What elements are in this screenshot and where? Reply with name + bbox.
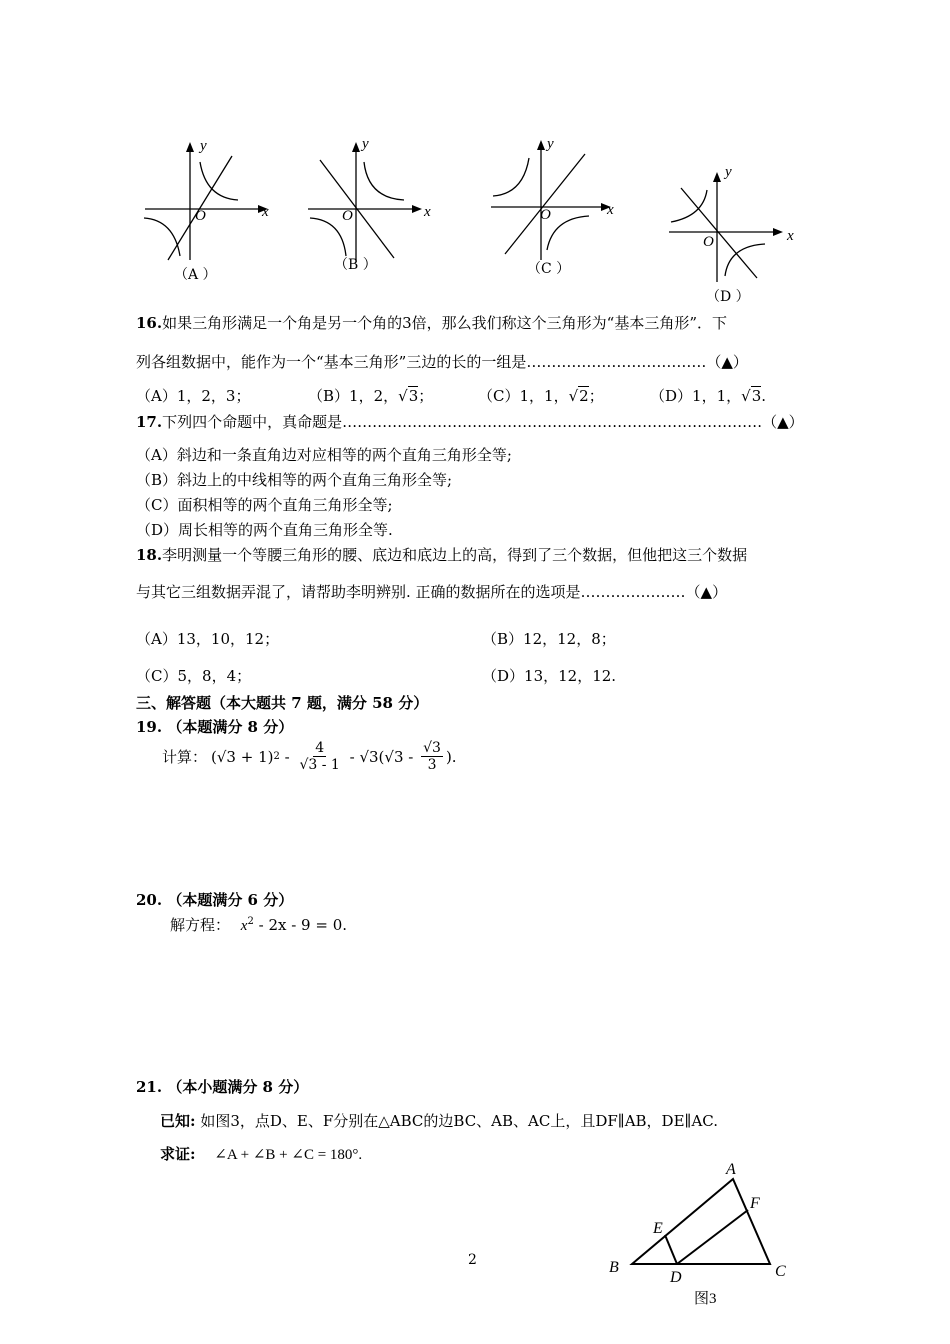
graph-a-x: x: [262, 204, 269, 220]
page-number: 2: [468, 1252, 477, 1268]
q16-option-b-pre: （B）1，2，: [308, 387, 399, 405]
graph-b-y: y: [362, 136, 369, 152]
graph-d-x: x: [787, 228, 794, 244]
graph-d-y: y: [725, 164, 732, 180]
q18-option-d: （D）13，12，12.: [482, 667, 617, 685]
q18-stem-line1: 李明测量一个等腰三角形的腰、底边和底边上的高，得到了三个数据，但他把这三个数据: [162, 546, 748, 564]
q19-tail: ).: [445, 747, 457, 766]
graph-a-y: y: [200, 138, 207, 154]
q19-minus2: - √3(√3 -: [344, 747, 419, 766]
q17-option-d: （D）周长相等的两个直角三角形全等.: [136, 521, 393, 539]
q20-heading: 20. （本题满分 6 分）: [136, 891, 294, 909]
q19-fraction2: [421, 740, 443, 773]
figure-3-label-d: D: [670, 1269, 682, 1286]
q17-number: 17.: [136, 413, 163, 431]
graph-a-label: （A ）: [174, 267, 217, 283]
q16-option-c-radicand: 2: [579, 387, 589, 405]
q19-heading: 19. （本题满分 8 分）: [136, 718, 294, 736]
q18-stem-line2: 与其它三组数据弄混了，请帮助李明辨别. 正确的数据所在的选项是…………………（▲）: [136, 583, 728, 601]
q20-label: 解方程：: [170, 916, 231, 934]
q17-option-a: （A）斜边和一条直角边对应相等的两个直角三角形全等;: [136, 446, 512, 464]
q21-known: [160, 1110, 718, 1131]
q16-option-b-post: ；: [418, 387, 434, 405]
q16-option-c-post: ；: [588, 387, 604, 405]
q16-option-d-post: .: [761, 387, 767, 405]
q17-option-b: （B）斜边上的中线相等的两个直角三角形全等;: [136, 471, 453, 489]
section-3-heading: 三、解答题（本大题共 7 题，满分 58 分）: [136, 694, 429, 712]
graph-c-y: y: [547, 136, 554, 152]
figure-3: [600, 1150, 810, 1315]
q16-option-c: （C）1，1，√2；: [478, 387, 604, 405]
figure-3-caption: 图3: [694, 1291, 717, 1307]
q21-prove: [160, 1143, 362, 1164]
q20-expr-rest: - 2x - 9 = 0.: [253, 916, 348, 934]
figure-3-label-e: E: [653, 1220, 663, 1237]
q16-option-b: （B）1，2，√3；: [308, 387, 434, 405]
q21-prove-label: 求证:: [160, 1145, 196, 1163]
q18-option-c: （C）5，8，4；: [136, 667, 252, 685]
q20-expression: [170, 914, 347, 935]
q19-minus1: -: [279, 747, 295, 766]
q20-expr-exp: 2: [247, 916, 254, 927]
q19-fraction1-num: 4: [315, 740, 325, 756]
graph-b-origin: O: [342, 208, 353, 224]
graph-d-label: （D ）: [706, 289, 750, 305]
q21-heading: 21. （本小题满分 8 分）: [136, 1078, 309, 1096]
q21-known-text: 如图3，点D、E、F分别在△ABC的边BC、AB、AC上，且DF∥AB，DE∥AC.: [195, 1112, 718, 1130]
q16-option-a: （A）1，2，3；: [136, 387, 251, 405]
graph-b-label: （B ）: [334, 257, 377, 273]
q16-option-d-radicand: 3: [751, 387, 762, 405]
q19-expression: [162, 740, 457, 773]
q19-term1: (√3 + 1): [211, 747, 274, 766]
graph-d-origin: O: [703, 234, 714, 250]
q21-known-label: 已知:: [160, 1112, 196, 1130]
q16-line1: [136, 312, 727, 333]
graph-c-label: （C ）: [527, 261, 571, 277]
figure-3-label-c: C: [775, 1263, 786, 1280]
graph-c-x: x: [607, 202, 614, 218]
q16-number: 16.: [136, 314, 163, 332]
q19-label: 计算：: [162, 748, 208, 766]
q16-option-c-pre: （C）1，1，: [478, 387, 569, 405]
q16-stem-line1: 如果三角形满足一个角是另一个角的3倍，那么我们称这个三角形为“基本三角形”．下: [162, 314, 727, 332]
q18-number: 18.: [136, 546, 163, 564]
graph-d: [665, 160, 805, 290]
q18-option-a: （A）13，10，12；: [136, 630, 280, 648]
graph-a-origin: O: [195, 208, 206, 224]
q21-prove-text: ∠A + ∠B + ∠C = 180°.: [214, 1147, 363, 1163]
q19-fraction2-den: 3: [427, 757, 437, 773]
q16-stem-line2: 列各组数据中，能作为一个“基本三角形”三边的长的一组是………………………………（▲）: [136, 353, 748, 371]
figure-3-label-b: B: [609, 1259, 619, 1276]
q16-option-d-pre: （D）1，1，: [650, 387, 742, 405]
q19-term1-exp: 2: [273, 751, 280, 762]
q19-fraction1-den: √3 - 1: [299, 757, 340, 773]
q17-option-c: （C）面积相等的两个直角三角形全等;: [136, 496, 393, 514]
q17-stem-row: [136, 411, 804, 432]
figure-3-label-f: F: [750, 1195, 760, 1212]
graph-c-origin: O: [540, 207, 551, 223]
graph-b-x: x: [424, 204, 431, 220]
figure-3-label-a: A: [726, 1161, 736, 1178]
graph-a: [140, 130, 280, 280]
q16-option-d: （D）1，1，√3.: [650, 387, 767, 405]
q17-stem: 下列四个命题中，真命题是…………………………………………………………………………（▲）: [162, 413, 804, 431]
q20-expr-var: x: [240, 918, 248, 934]
q18-line1: [136, 544, 747, 565]
q19-fraction1: [297, 740, 341, 773]
q18-option-b: （B）12，12，8；: [482, 630, 616, 648]
q16-option-b-radicand: 3: [408, 387, 419, 405]
q19-fraction2-num: √3: [423, 740, 441, 756]
